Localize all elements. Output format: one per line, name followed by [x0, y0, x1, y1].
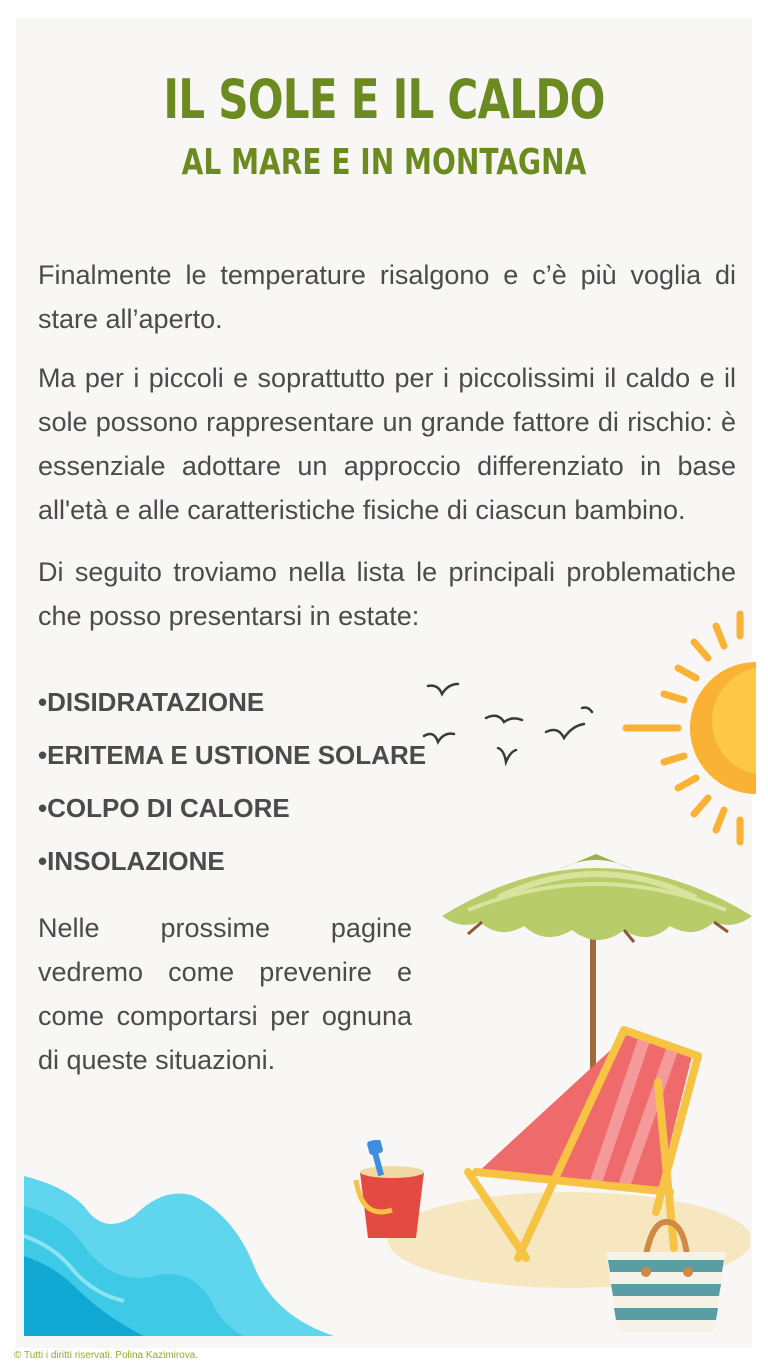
list-item: •ERITEMA E USTIONE SOLARE — [38, 740, 427, 770]
intro-paragraph: Finalmente le temperature risalgono e c’è più voglia di stare all’aperto. — [38, 260, 736, 334]
risk-paragraph: Ma per i piccoli e soprattutto per i piccolissimi il caldo e il sole possono rappresentare un grande fattore di rischio: è essenziale adottare un approccio differenziato in base all'età e alle caratteristiche fisiche di ciascun bambino. — [38, 363, 736, 525]
list-item: •DISIDRATAZIONE — [38, 687, 265, 717]
list-item: •COLPO DI CALORE — [38, 793, 290, 823]
sea-waves-icon — [24, 1176, 334, 1336]
sand-bucket-icon — [352, 1140, 432, 1240]
problems-list — [38, 676, 426, 888]
list-intro-paragraph: Di seguito troviamo nella lista le principali problematiche che posso presentarsi in estate: — [38, 557, 736, 631]
copyright-credit: © Tutti i diritti riservati. Polina Kazimirova. — [14, 1350, 199, 1361]
beach-bag-icon — [604, 1218, 728, 1336]
birds-icon — [418, 678, 603, 768]
page-subtitle: AL MARE E IN MONTAGNA — [181, 142, 587, 183]
closing-paragraph: Nelle prossime pagine vedremo come prevenire e come comportarsi per ognuna di queste situazioni. — [38, 913, 412, 1075]
sun-icon — [616, 606, 756, 856]
page-title: IL SOLE E IL CALDO — [163, 68, 605, 131]
list-item: •INSOLAZIONE — [38, 846, 225, 876]
